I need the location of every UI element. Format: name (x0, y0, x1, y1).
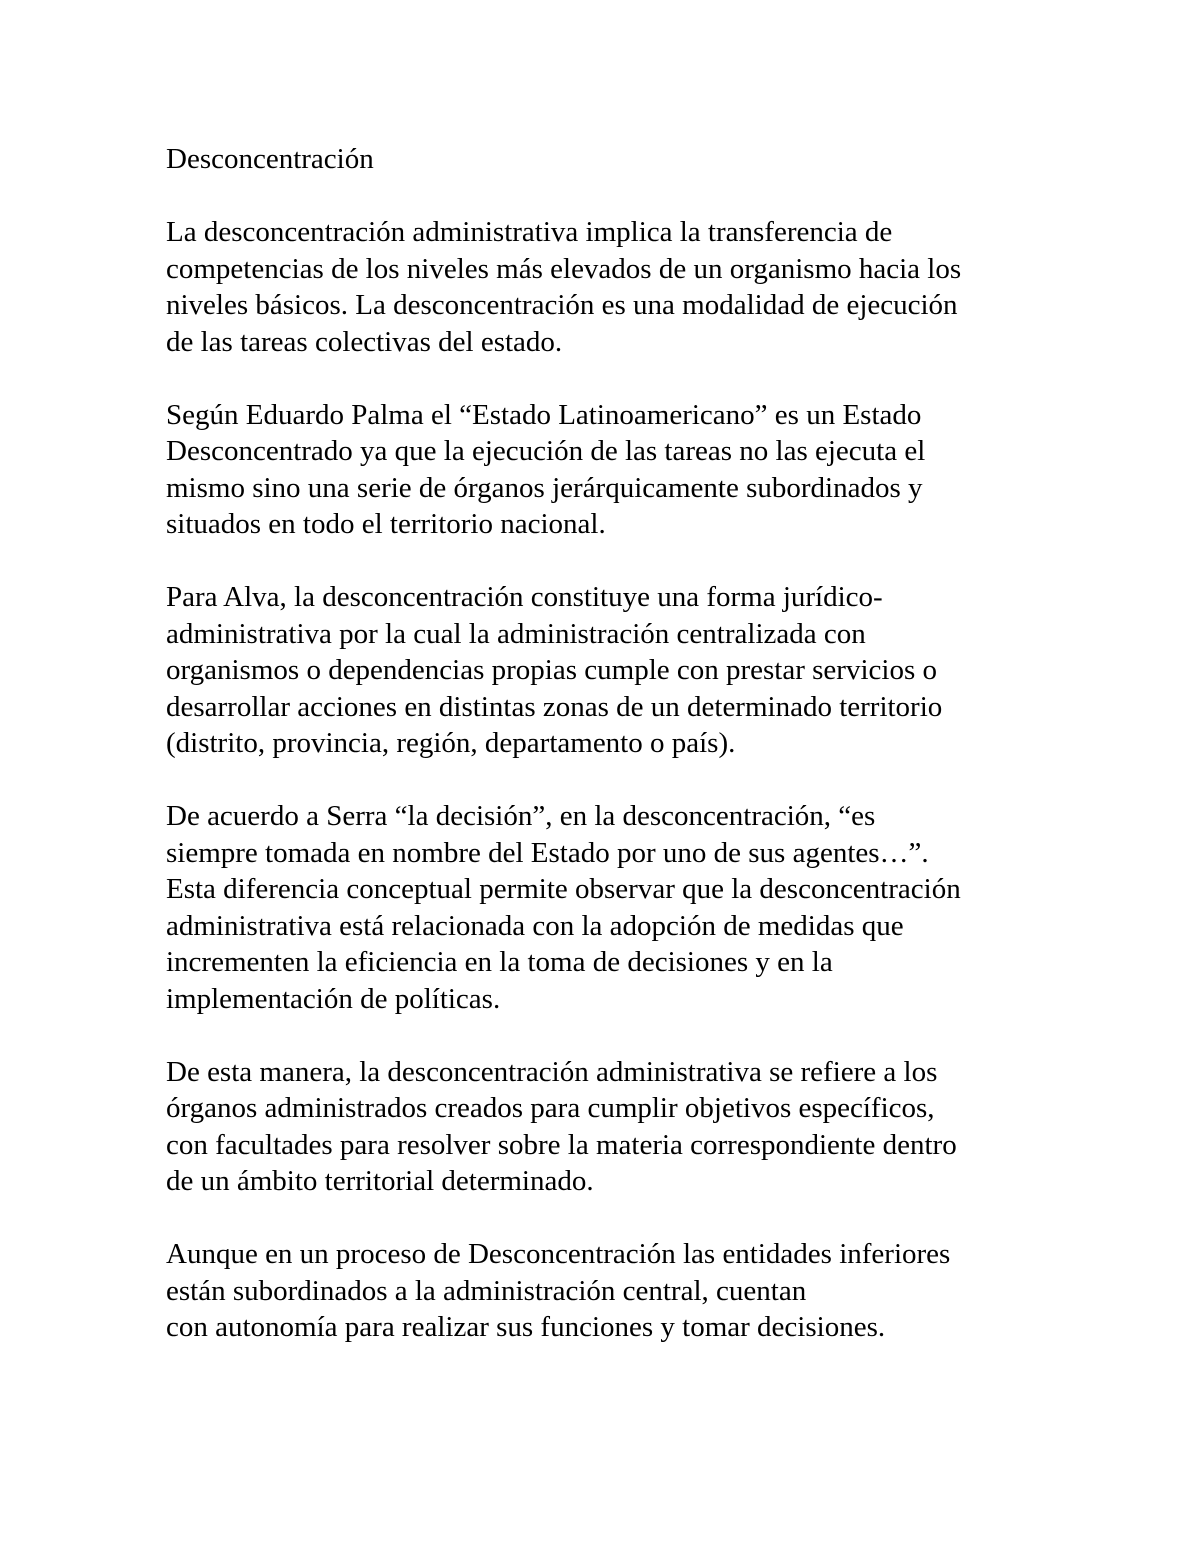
text-line: con autonomía para realizar sus funciones y tomar decisiones. (166, 1311, 886, 1343)
paragraph-5 (166, 1054, 1046, 1200)
text-line: incrementen la eficiencia en la toma de decisiones y en la (166, 946, 833, 978)
text-line: situados en todo el territorio nacional. (166, 508, 606, 540)
document-title: Desconcentración (166, 143, 374, 175)
text-line: de las tareas colectivas del estado. (166, 325, 563, 358)
text-line: administrativa por la cual la administración centralizada con (166, 617, 866, 650)
text-line: Desconcentrado ya que la ejecución de las tareas no las ejecuta el (166, 435, 926, 467)
text-line: de un ámbito territorial determinado. (166, 1165, 594, 1197)
text-line: organismos o dependencias propias cumple con prestar servicios o (166, 654, 937, 686)
paragraph-3 (166, 579, 1046, 762)
paragraph-6 (166, 1236, 1046, 1346)
text-line: competencias de los niveles más elevados de un organismo hacia los (166, 252, 962, 285)
text-line: Para Alva, la desconcentración constituye una forma jurídico- (166, 581, 883, 613)
text-line: De acuerdo a Serra “la decisión”, en la desconcentración, “es (166, 800, 876, 832)
text-line: niveles básicos. La desconcentración es una modalidad de ejecución (166, 289, 958, 321)
text-line: administrativa está relacionada con la adopción de medidas que (166, 909, 904, 942)
text-line: desarrollar acciones en distintas zonas de un determinado territorio (166, 690, 943, 723)
text-line: Aunque en un proceso de Desconcentración las entidades inferiores (166, 1238, 951, 1270)
text-line: con facultades para resolver sobre la materia correspondiente dentro (166, 1128, 957, 1161)
text-line: siempre tomada en nombre del Estado por uno de sus agentes…”. (166, 836, 929, 869)
text-line: Esta diferencia conceptual permite observar que la desconcentración (166, 873, 961, 905)
text-line: están subordinados a la administración central, cuentan (166, 1274, 807, 1307)
paragraph-4 (166, 798, 1046, 1017)
text-line: Según Eduardo Palma el “Estado Latinoamericano” es un Estado (166, 398, 922, 431)
text-line: mismo sino una serie de órganos jerárquicamente subordinados y (166, 471, 923, 504)
text-line: implementación de políticas. (166, 982, 501, 1015)
text-line: (distrito, provincia, región, departamento o país). (166, 727, 736, 759)
text-line: De esta manera, la desconcentración administrativa se refiere a los (166, 1055, 938, 1088)
document-body (166, 141, 1046, 1382)
paragraph-2 (166, 397, 1046, 543)
paragraph-1 (166, 214, 1046, 360)
text-line: órganos administrados creados para cumplir objetivos específicos, (166, 1092, 935, 1124)
text-line: La desconcentración administrativa implica la transferencia de (166, 216, 893, 248)
